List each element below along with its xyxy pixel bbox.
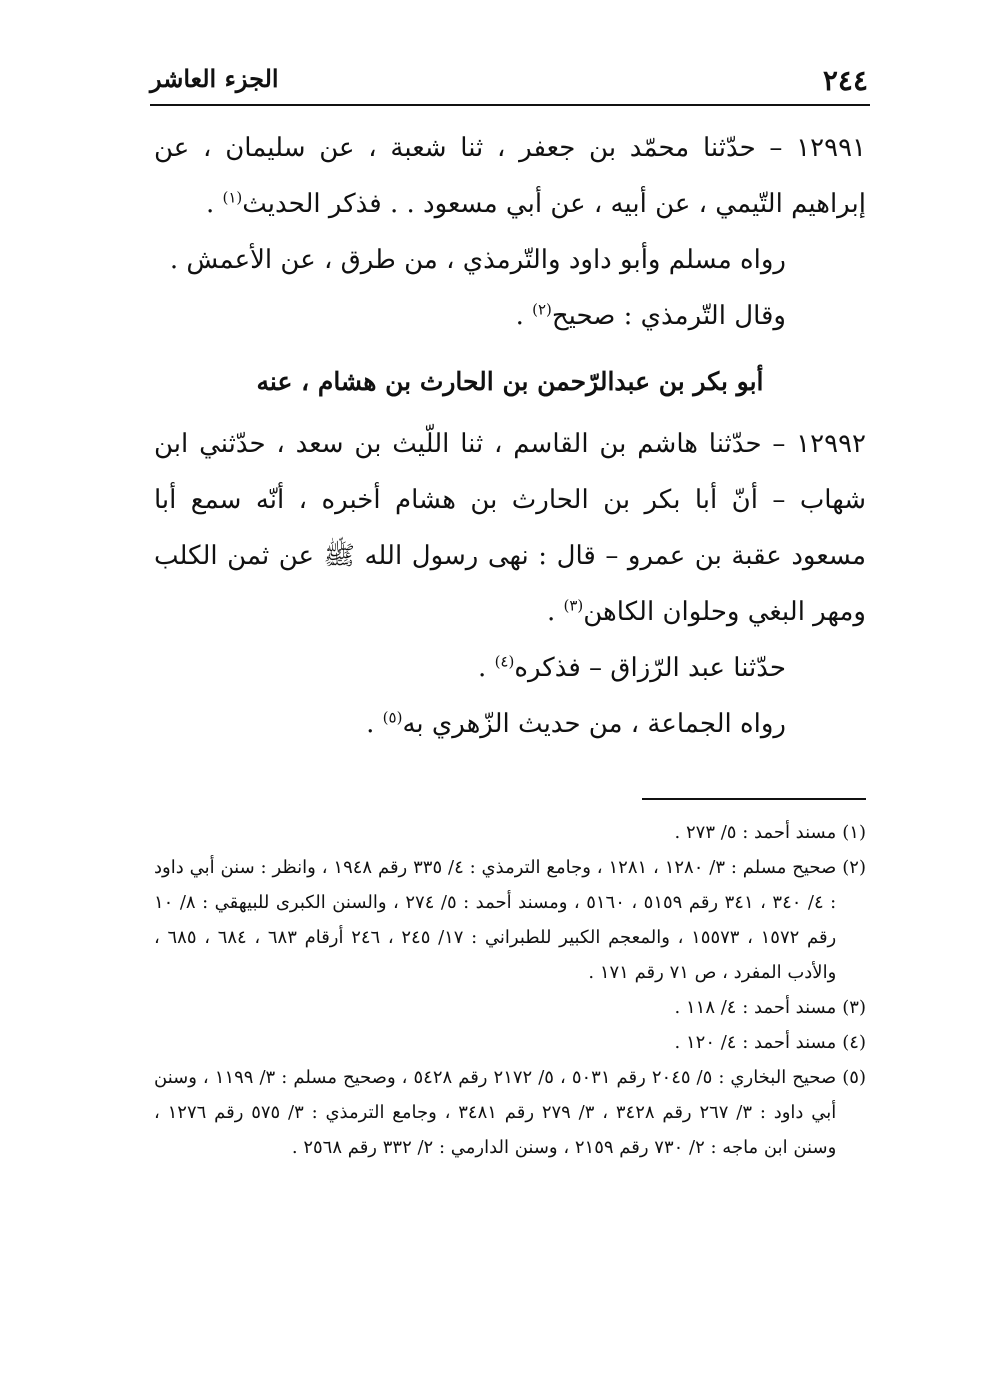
narration-note-text: رواه مسلم وأبو داود والتّرمذي ، من طرق ، عن الأعمش . — [169, 245, 786, 275]
footnote-4 — [154, 1025, 866, 1060]
footnote-2 — [154, 850, 866, 990]
hadith-12991-end: . — [205, 189, 223, 219]
footnote-text: صحيح مسلم : ٣/ ١٢٨٠ ، ١٢٨١ ، وجامع الترمذي : ٤/ ٣٣٥ رقم ١٩٤٨ ، وانظر : سنن أبي داود : ٤/ ٣٤٠ ، ٣٤١ رقم ٥١٥٩ ، ٥١٦٠ ، ومسند أحمد : ٥/ ٢٧٤ ، والسنن الكبرى للبيهقي : ٨/ ١٠ رقم ١٥٧٢ ، ١٥٥٧٣ ، والمعجم الكبير للطبراني : ١٧/ ٢٤٥ ، ٢٤٦ أرقام ٦٨٣ ، ٦٨٤ ، ٦٨٥ ، والأدب المفرد ، ص ٧١ رقم ١٧١ . — [154, 857, 837, 983]
footnote-text: مسند أحمد : ٤/ ١١٨ . — [674, 997, 837, 1018]
footnote-divider — [642, 798, 866, 800]
footnote-1 — [154, 815, 866, 850]
footnote-ref-1: (١) — [222, 188, 243, 207]
footnote-number: (٤) — [842, 1032, 866, 1053]
footnote-text: مسند أحمد : ٥/ ٢٧٣ . — [674, 822, 837, 843]
footnote-ref-5: (٥) — [382, 708, 403, 727]
tirmidhi-grading — [154, 288, 866, 344]
narration-note — [154, 232, 866, 288]
running-header — [150, 58, 868, 98]
section-heading: أبو بكر بن عبدالرّحمن بن الحارث بن هشام ، عنه — [256, 367, 764, 396]
footnotes — [154, 815, 866, 1165]
hadith-12991-text: ١٢٩٩١ – حدّثنا محمّد بن جعفر ، ثنا شعبة ، عن سليمان ، عن إبراهيم التّيمي ، عن أبيه ، عن أبي مسعود . . فذكر الحديث — [154, 133, 866, 219]
page-number: ٢٤٤ — [822, 64, 868, 97]
footnote-ref-2: (٢) — [532, 300, 552, 319]
footnote-number: (٣) — [842, 997, 866, 1018]
footnote-5 — [154, 1060, 866, 1165]
hadith-12992-text: ١٢٩٩٢ – حدّثنا هاشم بن القاسم ، ثنا اللّيث بن سعد ، حدّثني ابن شهاب – أنّ أبا بكر بن الحارث بن هشام أخبره ، أنّه سمع أبا مسعود عقبة بن عمرو – قال : نهى رسول الله ﷺ عن ثمن الكلب ومهر البغي وحلوان الكاهن — [154, 429, 866, 627]
abdulrazzaq-chain-end: . — [478, 653, 495, 683]
footnote-number: (٥) — [842, 1067, 866, 1088]
footnote-number: (١) — [842, 822, 866, 843]
main-text — [154, 120, 866, 752]
hadith-12992 — [154, 416, 866, 640]
footnote-ref-4: (٤) — [494, 652, 515, 671]
jamaah-narration-end: . — [366, 709, 383, 739]
volume-title: الجزء العاشر — [150, 64, 279, 93]
abdulrazzaq-chain — [154, 640, 866, 696]
tirmidhi-grading-end: . — [515, 301, 533, 331]
jamaah-narration — [154, 696, 866, 752]
jamaah-narration-text: رواه الجماعة ، من حديث الزّهري به — [402, 709, 786, 739]
footnote-text: مسند أحمد : ٤/ ١٢٠ . — [674, 1032, 837, 1053]
tirmidhi-grading-text: وقال التّرمذي : صحيح — [551, 301, 786, 331]
hadith-12992-end: . — [546, 597, 564, 627]
abdulrazzaq-chain-text: حدّثنا عبد الرّزاق – فذكره — [514, 653, 786, 683]
footnote-3 — [154, 990, 866, 1025]
footnote-ref-3: (٣) — [563, 596, 584, 615]
hadith-12991 — [154, 120, 866, 232]
footnote-number: (٢) — [842, 857, 866, 878]
header-divider — [150, 104, 870, 106]
footnote-text: صحيح البخاري : ٥/ ٢٠٤٥ رقم ٥٠٣١ ، ٥/ ٢١٧٢ رقم ٥٤٢٨ ، وصحيح مسلم : ٣/ ١١٩٩ ، وسنن أبي داود : ٣/ ٢٦٧ رقم ٣٤٢٨ ، ٣/ ٢٧٩ رقم ٣٤٨١ ، وجامع الترمذي : ٣/ ٥٧٥ رقم ١٢٧٦ ، وسنن ابن ماجه : ٢/ ٧٣٠ رقم ٢١٥٩ ، وسنن الدارمي : ٢/ ٣٣٢ رقم ٢٥٦٨ . — [154, 1067, 837, 1158]
